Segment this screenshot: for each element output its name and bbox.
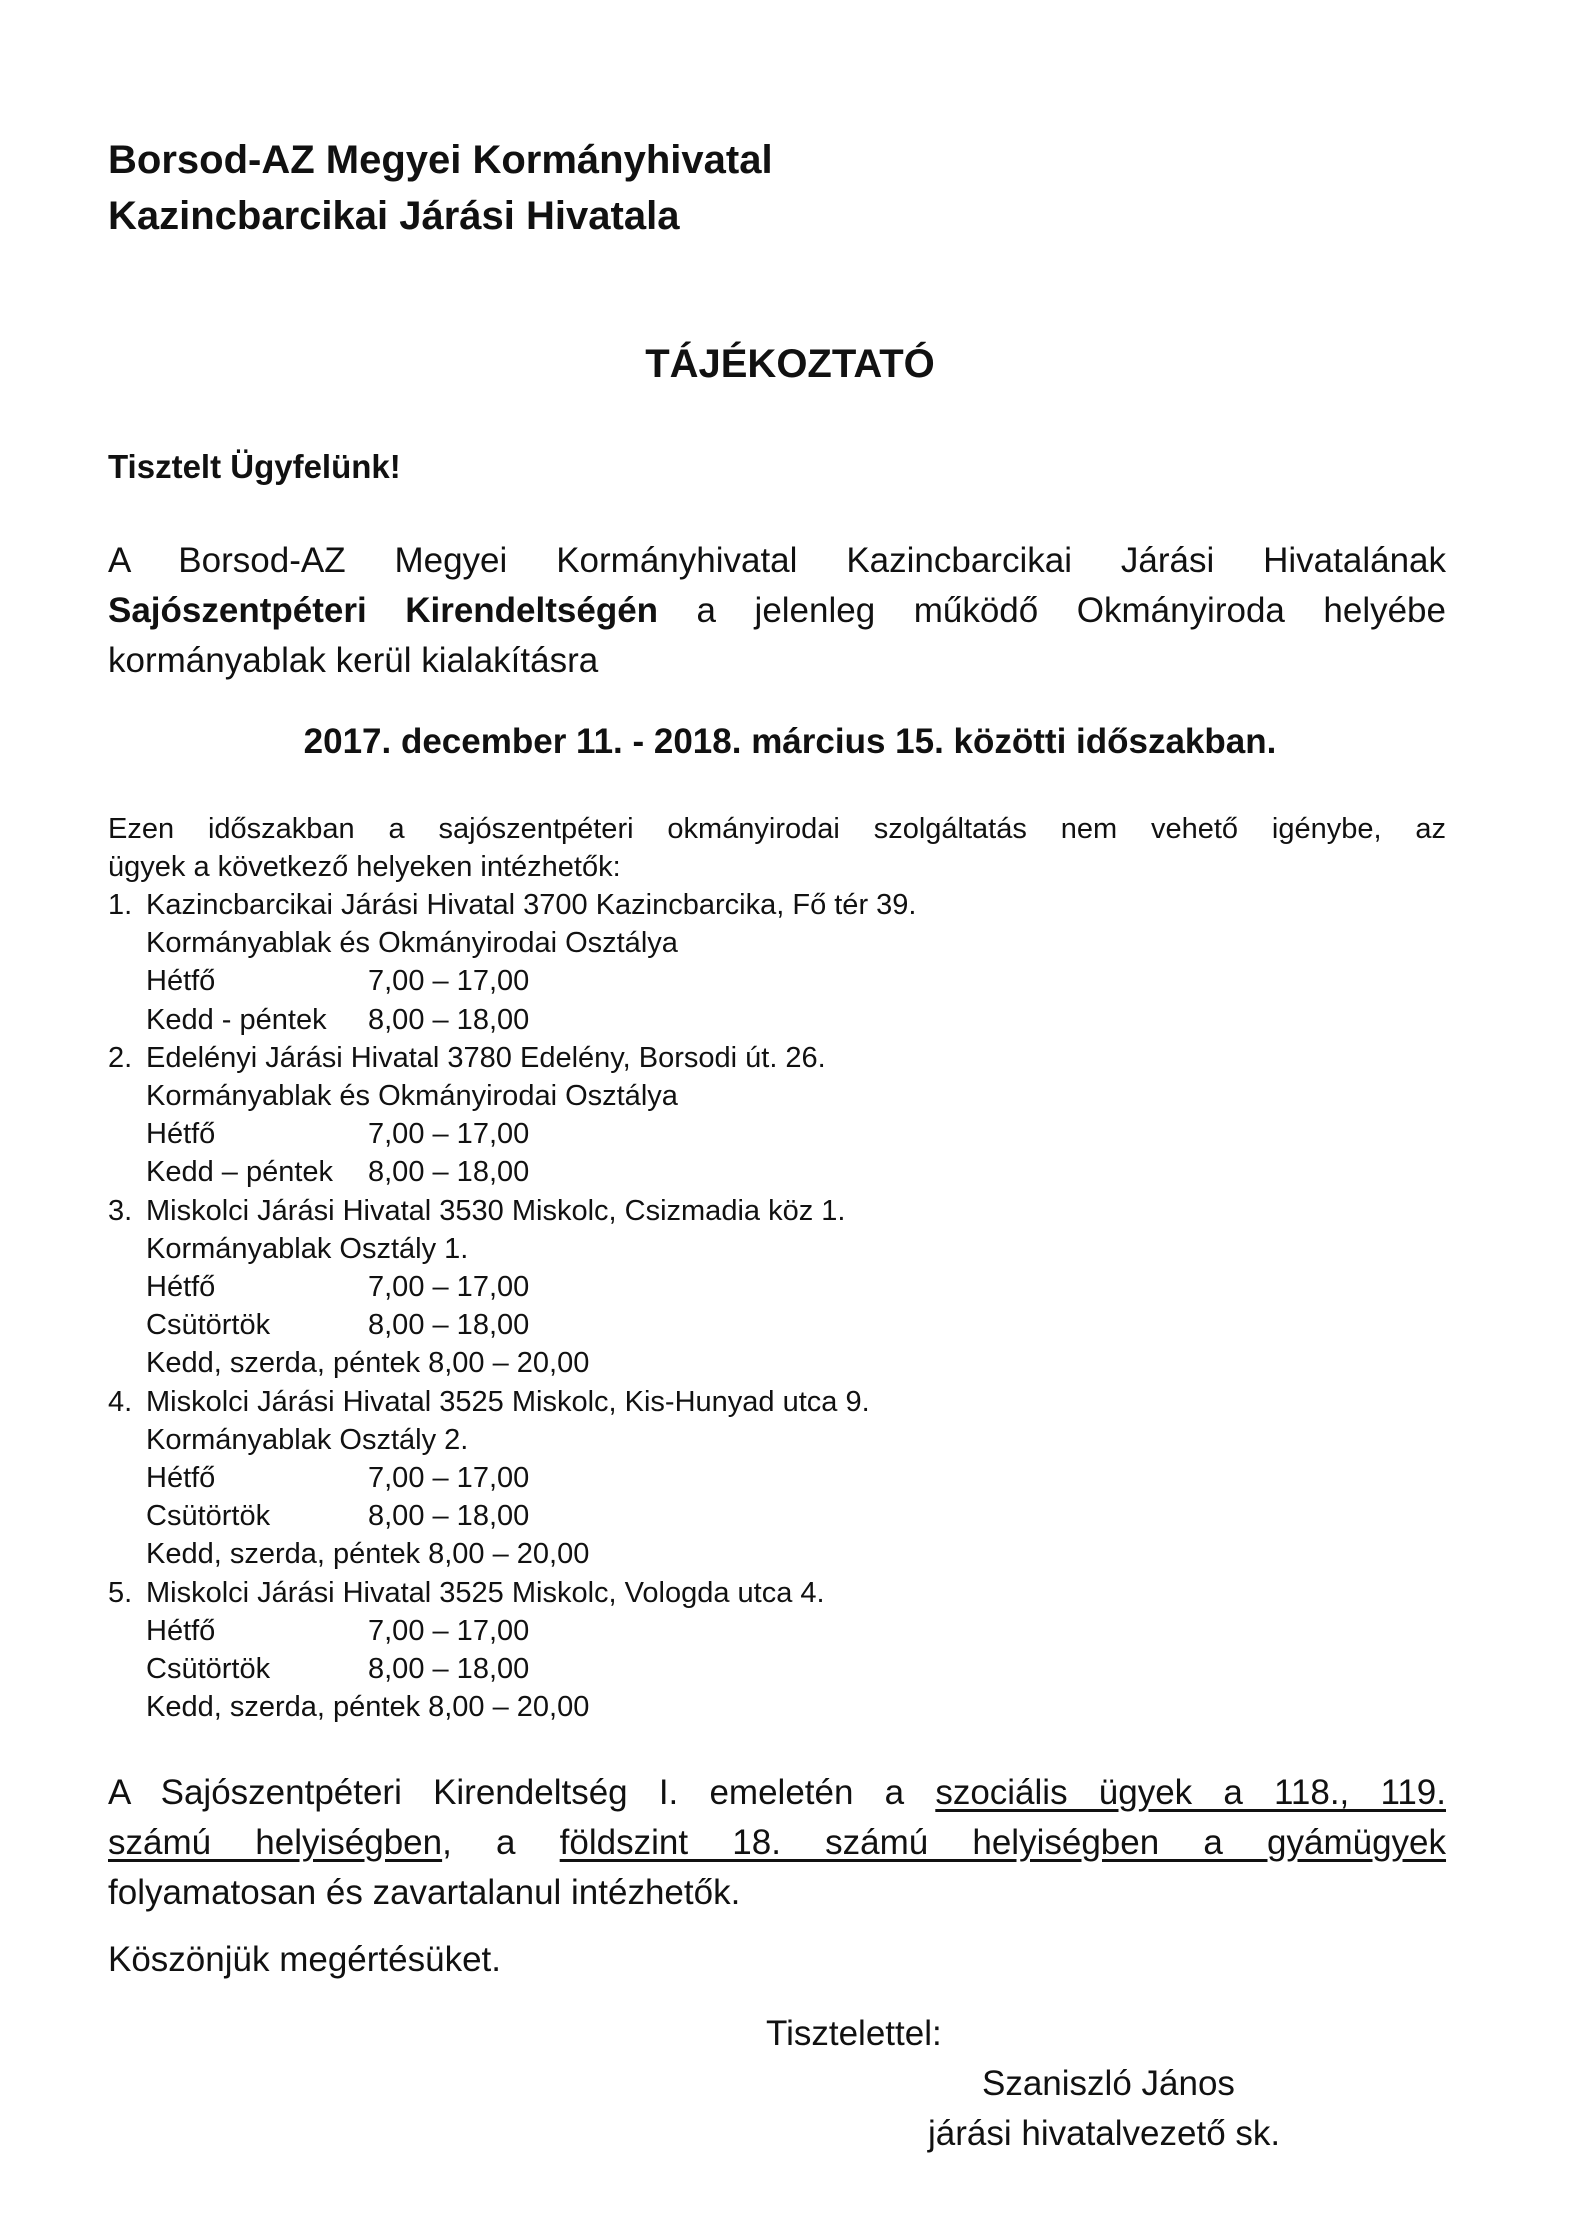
opening-time: 8,00 – 20,00 [428,1347,590,1380]
issuer-line-1: Borsod-AZ Megyei Kormányhivatal [108,138,773,182]
opening-day: Hétfő [146,1118,216,1151]
opening-hours-row [108,1612,916,1650]
signer-role: járási hivatalvezető sk. [928,2114,1281,2153]
opening-time: 8,00 – 18,00 [368,1500,530,1533]
location-number: 4. [108,1385,133,1418]
opening-hours-row [108,1115,916,1153]
opening-time: 8,00 – 18,00 [368,1309,530,1342]
opening-time: 8,00 – 18,00 [368,1653,530,1686]
opening-time: 7,00 – 17,00 [368,965,530,998]
opening-day: Csütörtök [146,1653,271,1686]
location-number: 3. [108,1194,133,1227]
closing-underline-social: szociális ügyek a 118., 119. [935,1773,1446,1812]
opening-hours-row [108,1650,916,1688]
opening-day: Hétfő [146,965,216,998]
location-title [108,1383,916,1421]
regards-text: Tisztelettel: [766,2014,942,2053]
opening-day: Kedd – péntek [146,1156,334,1189]
document-title: TÁJÉKOZTATÓ [645,342,935,386]
closing-underline-room: számú helyiségben [108,1823,443,1862]
opening-hours-row [108,1688,916,1726]
closing-text-1: A Sajószentpéteri Kirendeltség I. emeletén a [108,1773,936,1812]
opening-time: 8,00 – 18,00 [368,1003,530,1036]
info-line-1: Ezen időszakban a sajószentpéteri okmányirodai szolgáltatás nem vehető igénybe, az [108,813,1446,845]
opening-time: 8,00 – 20,00 [428,1538,590,1571]
opening-time: 8,00 – 20,00 [428,1691,590,1724]
location-department: Kormányablak Osztály 1. [146,1232,469,1265]
opening-day: Csütörtök [146,1500,271,1533]
location-title [108,1192,916,1230]
closing-text-2: , a [442,1823,560,1862]
opening-day: Kedd, szerda, péntek [146,1347,421,1380]
closing-line-3: folyamatosan és zavartalanul intézhetők. [108,1873,741,1912]
closing-line-2 [108,1818,1446,1868]
intro-line-3: kormányablak kerül kialakításra [108,641,599,680]
opening-day: Kedd, szerda, péntek [146,1691,421,1724]
intro-line-2 [108,586,1446,636]
opening-hours-row [108,1459,916,1497]
opening-hours-row [108,1344,916,1382]
issuer-header [108,132,773,244]
location-department: Kormányablak és Okmányirodai Osztálya [146,927,678,960]
opening-day: Hétfő [146,1462,216,1495]
location-number: 2. [108,1041,133,1074]
info-line-2: ügyek a következő helyeken intézhetők: [108,851,621,883]
issuer-line-2: Kazincbarcikai Járási Hivatala [108,194,680,238]
location-address: Miskolci Járási Hivatal 3525 Miskolc, Kis-Hunyad utca 9. [146,1385,870,1418]
opening-hours-row [108,1535,916,1573]
intro-line-1: A Borsod-AZ Megyei Kormányhivatal Kazincbarcikai Járási Hivatalának [108,541,1446,580]
opening-time: 7,00 – 17,00 [368,1118,530,1151]
opening-day: Kedd - péntek [146,1003,327,1036]
intro-paragraph [108,536,1446,686]
info-paragraph [108,810,1446,886]
closing-line-1 [108,1768,1446,1818]
location-address: Kazincbarcikai Járási Hivatal 3700 Kazincbarcika, Fő tér 39. [146,889,917,921]
location-department: Kormányablak Osztály 2. [146,1423,469,1456]
opening-day: Hétfő [146,1614,216,1647]
location-address: Edelényi Járási Hivatal 3780 Edelény, Borsodi út. 26. [146,1041,826,1074]
location-list [108,886,916,1726]
location-address: Miskolci Járási Hivatal 3525 Miskolc, Vologda utca 4. [146,1576,825,1609]
opening-hours-row [108,962,916,1000]
opening-hours-row [108,1268,916,1306]
location-number: 5. [108,1576,133,1609]
opening-time: 7,00 – 17,00 [368,1462,530,1495]
location-number: 1. [108,889,133,921]
opening-hours-row [108,1153,916,1191]
thanks-text: Köszönjük megértésüket. [108,1940,501,1979]
intro-bold-office: Sajószentpéteri Kirendeltségén [108,591,659,630]
opening-day: Hétfő [146,1271,216,1304]
closing-underline-guardianship: földszint 18. számú helyiségben a gyámügyek [559,1823,1447,1862]
opening-time: 7,00 – 17,00 [368,1271,530,1304]
location-title [108,1039,916,1077]
location-title [108,886,916,924]
opening-time: 7,00 – 17,00 [368,1614,530,1647]
intro-text-2: a jelenleg működő Okmányiroda helyébe [658,591,1446,630]
location-address: Miskolci Járási Hivatal 3530 Miskolc, Csizmadia köz 1. [146,1194,846,1227]
location-department: Kormányablak és Okmányirodai Osztálya [146,1080,678,1113]
opening-day: Kedd, szerda, péntek [146,1538,421,1571]
salutation: Tisztelt Ügyfelünk! [108,448,401,485]
opening-hours-row [108,1497,916,1535]
opening-day: Csütörtök [146,1309,271,1342]
opening-time: 8,00 – 18,00 [368,1156,530,1189]
location-title [108,1574,916,1612]
opening-hours-row [108,1306,916,1344]
signer-name: Szaniszló János [982,2064,1235,2103]
closure-period: 2017. december 11. - 2018. március 15. közötti időszakban. [303,722,1277,761]
closing-paragraph [108,1768,1446,1918]
opening-hours-row [108,1001,916,1039]
